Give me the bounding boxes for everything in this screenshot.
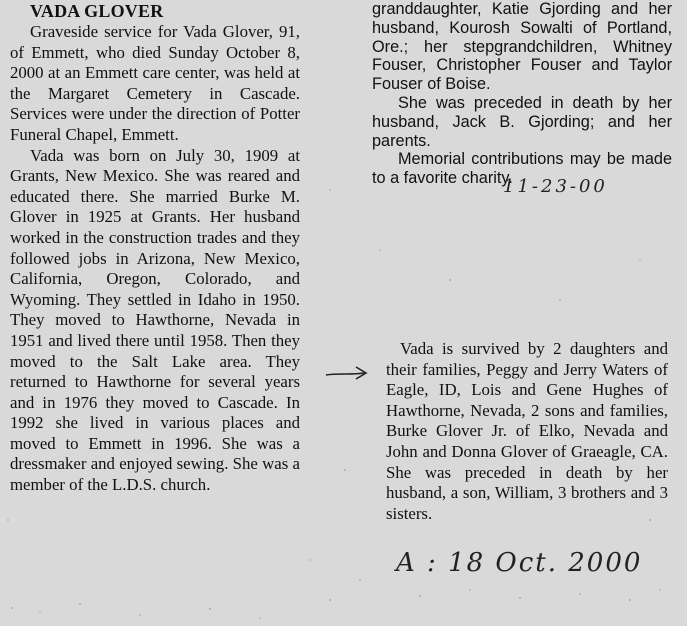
memorial-paragraph: Memorial contributions may be made to a favorite charity. [372, 150, 672, 188]
right-arrow-icon [324, 364, 372, 384]
left-obituary-column [10, 0, 300, 496]
survivors-clipping [386, 339, 668, 524]
handwritten-date-bottom: A : 18 Oct. 2000 [396, 548, 643, 578]
preceded-in-death-paragraph: She was preceded in death by her husband, Jack B. Gjording; and her parents. [372, 93, 672, 150]
biography-paragraph: Vada was born on July 30, 1909 at Grants, New Mexico. She was reared and educated there. She married Burke M. Glover in 1925 at Grants. Her husband worked in the construction trades and they followed jobs in Arizona, New Mexico, California, Oregon, Colorado, and Wyoming. They settled in Idaho in 1950. They moved to Hawthorne, Nevada in 1951 and lived there until 1958. Then they moved to the Salt Lake area. They returned to Hawthorne for several years and in 1976 they moved to Cascade. In 1992 she lived in various places and moved to Emmett in 1996. She was a dressmaker and enjoyed sewing. She was a member of the L.D.S. church. [10, 145, 300, 495]
obituary-headline: VADA GLOVER [30, 1, 164, 21]
survivors-paragraph: Vada is survived by 2 daughters and their families, Peggy and Jerry Waters of Eagle, ID, Lois and Gene Hughes of Hawthorne, Nevada, 2 sons and families, Burke Glover Jr. of Elko, Nevada and John and Donna Glover of Graeagle, CA. She was preceded in death by her husband, a son, William, 3 brothers and 3 sisters. [386, 339, 668, 523]
survivors-continuation: granddaughter, Katie Gjording and her husband, Kourosh Sowalti of Portland, Ore.; her stepgrandchildren, Whitney Fouser, Christopher Fouser and Taylor Fouser of Boise. [372, 0, 672, 94]
handwritten-date-top: 11-23-00 [503, 176, 608, 197]
service-paragraph: Graveside service for Vada Glover, 91, of Emmett, who died Sunday October 8, 2000 at an Emmett care center, was held at the Margaret Cemetery in Cascade. Services were under the direction of Potter Funeral Chapel, Emmett. [10, 22, 300, 144]
right-obituary-continuation [372, 0, 672, 188]
